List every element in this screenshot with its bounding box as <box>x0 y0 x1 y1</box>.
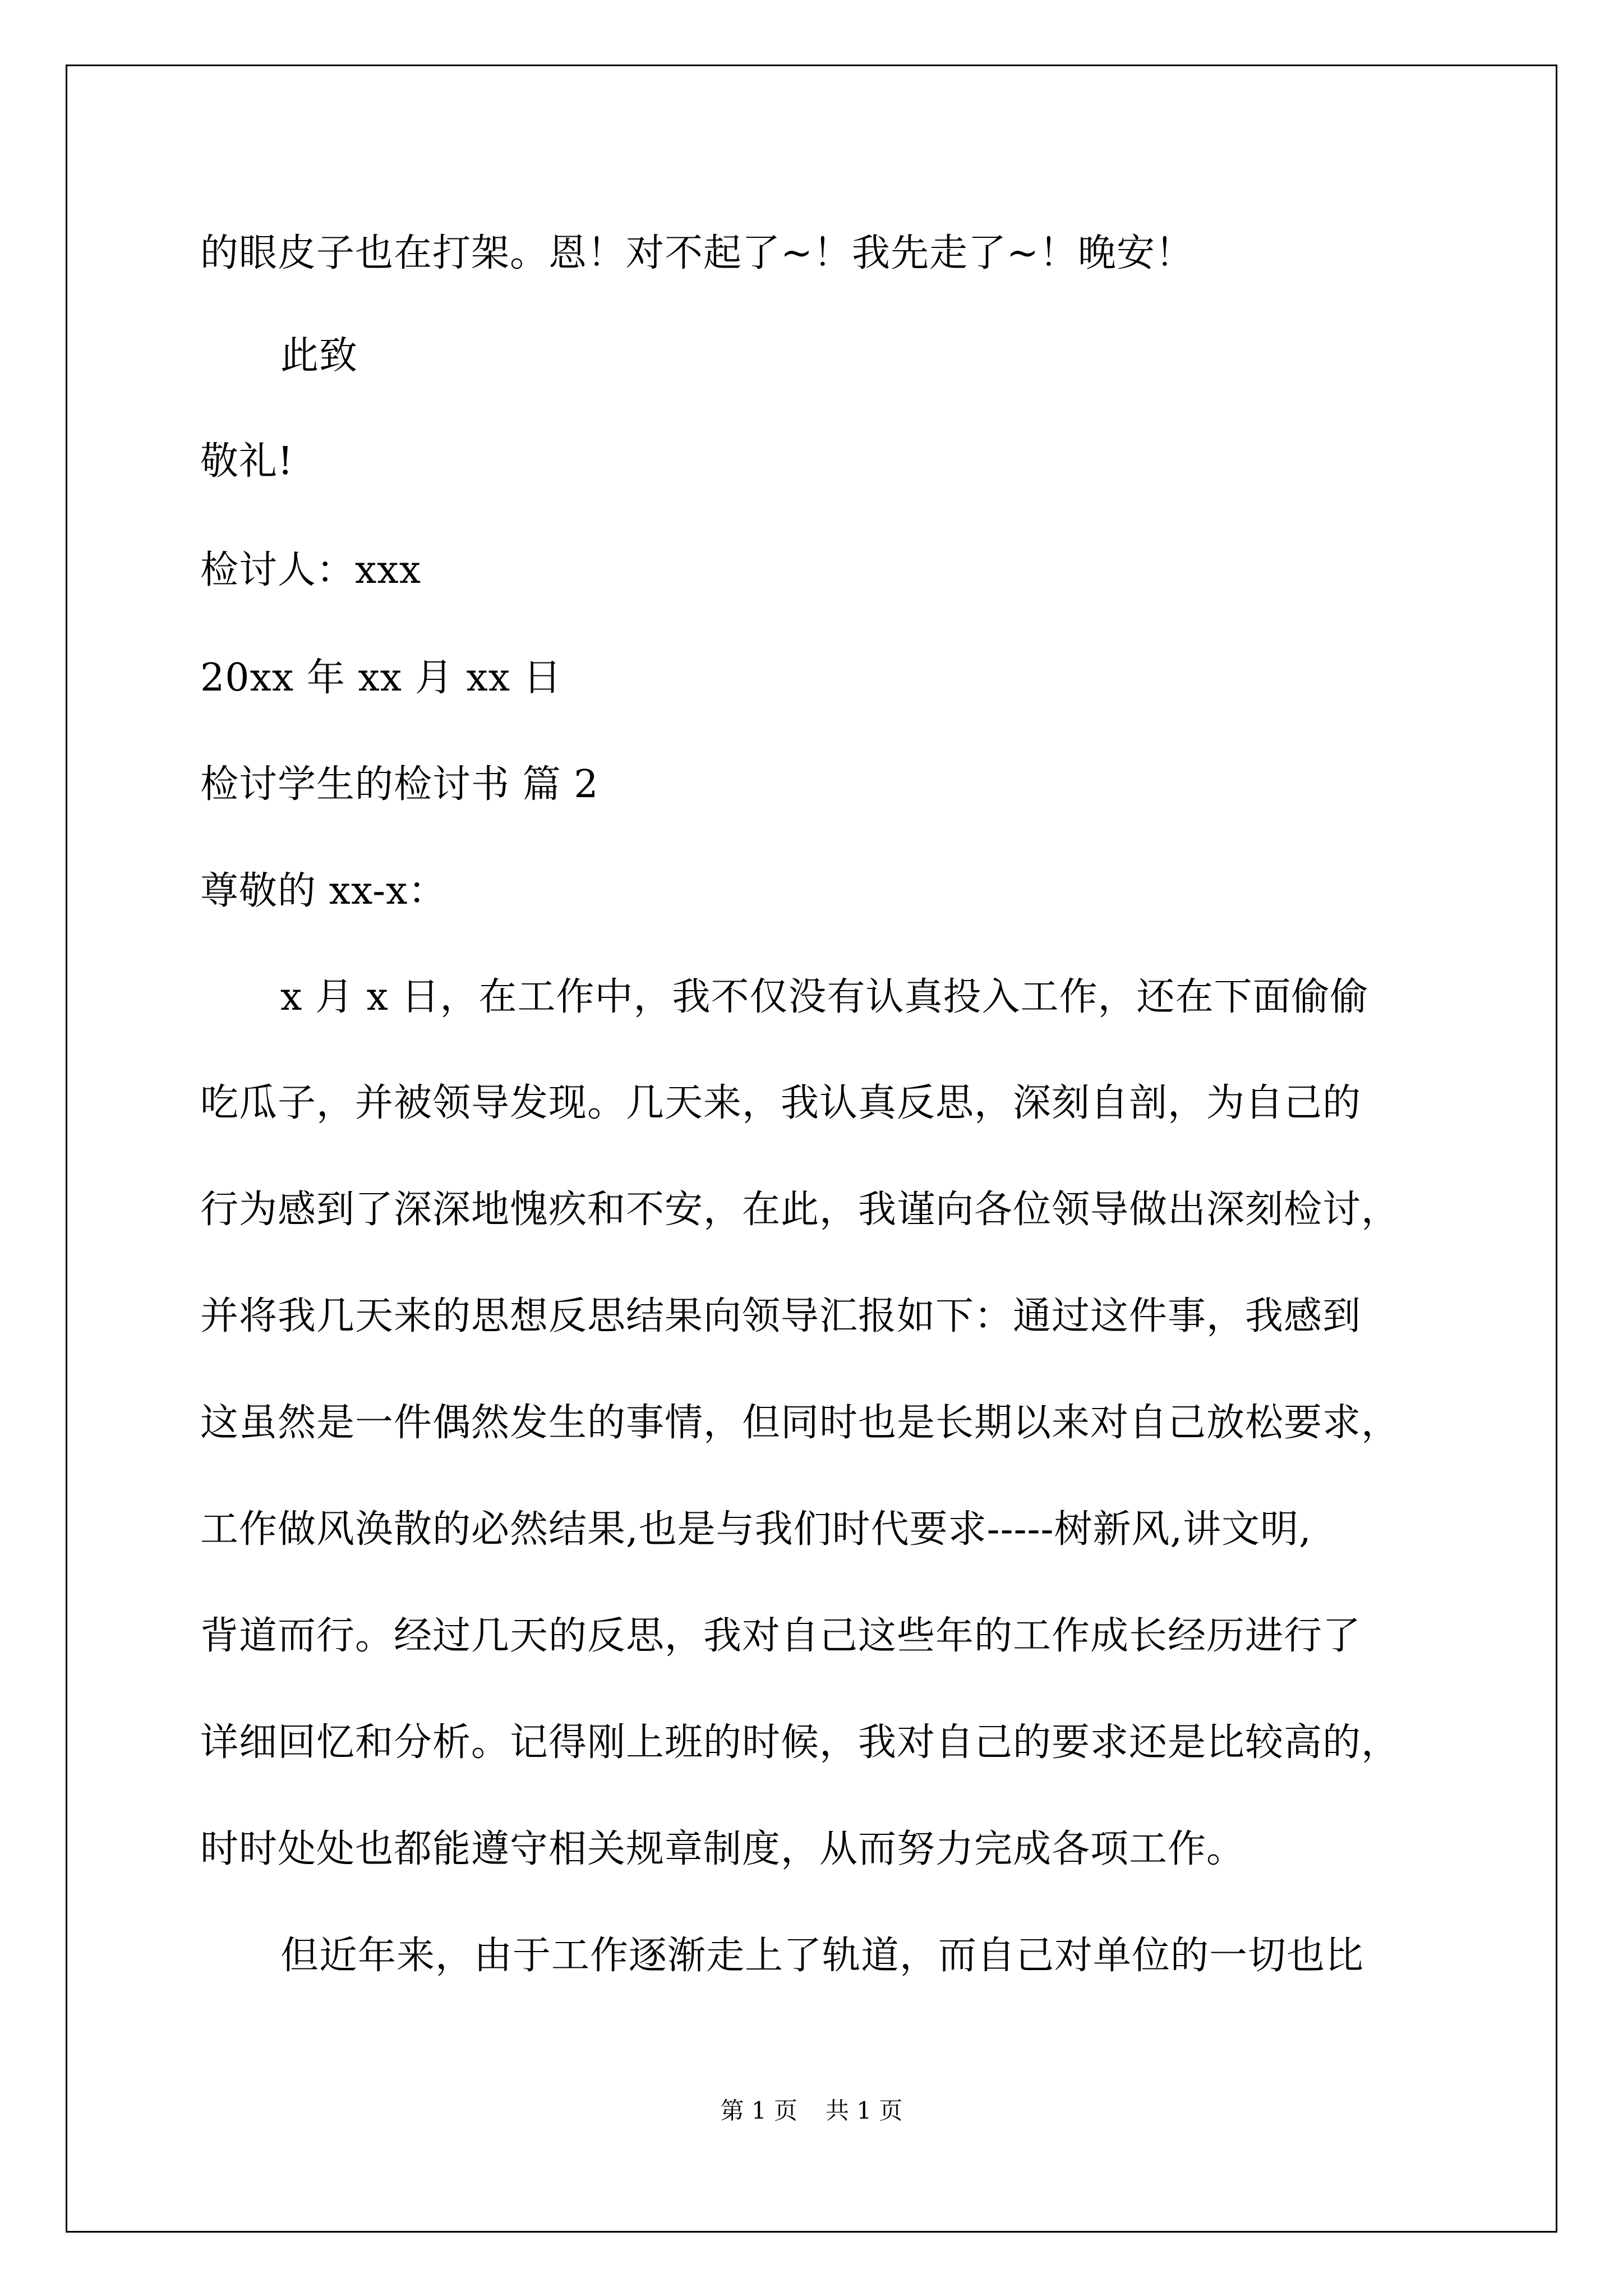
paragraph-line: 但近年来，由于工作逐渐走上了轨道，而自己对单位的一切也比 <box>280 1934 1364 1978</box>
closing-regards: 敬礼! <box>200 439 294 484</box>
page-footer <box>0 2097 1623 2125</box>
date-line: 20xx 年 xx 月 xx 日 <box>200 656 562 700</box>
paragraph-line: 并将我几天来的思想反思结果向领导汇报如下：通过这件事，我感到 <box>200 1294 1362 1338</box>
greeting-line: 尊敬的 xx-x： <box>200 869 447 913</box>
closing-salutation: 此致 <box>280 334 358 378</box>
paragraph-line: 背道而行。经过几天的反思，我对自己这些年的工作成长经历进行了 <box>200 1614 1362 1658</box>
paragraph-line: 时时处处也都能遵守相关规章制度，从而努力完成各项工作。 <box>200 1827 1246 1871</box>
page-border <box>66 65 1557 2233</box>
signer-line: 检讨人：xxx <box>200 548 422 592</box>
paragraph-line: 这虽然是一件偶然发生的事情，但同时也是长期以来对自己放松要求， <box>200 1401 1400 1445</box>
page-number: 第 1 页 <box>720 2097 797 2124</box>
paragraph-line: 吃瓜子，并被领导发现。几天来，我认真反思，深刻自剖，为自己的 <box>200 1081 1362 1125</box>
page-count: 共 1 页 <box>826 2097 903 2124</box>
paragraph-line: x 月 x 日，在工作中，我不仅没有认真投入工作，还在下面偷偷 <box>280 975 1369 1019</box>
paragraph-line: 详细回忆和分析。记得刚上班的时候，我对自己的要求还是比较高的， <box>200 1720 1400 1765</box>
paragraph-line: 工作做风涣散的必然结果,也是与我们时代要求-----树新风,讲文明, <box>200 1507 1312 1552</box>
paragraph-line: 行为感到了深深地愧疚和不安，在此，我谨向各位领导做出深刻检讨， <box>200 1188 1400 1232</box>
text-line-1: 的眼皮子也在打架。恩！对不起了~！我先走了~！晚安！ <box>200 231 1194 275</box>
section-title: 检讨学生的检讨书 篇 2 <box>200 762 599 807</box>
